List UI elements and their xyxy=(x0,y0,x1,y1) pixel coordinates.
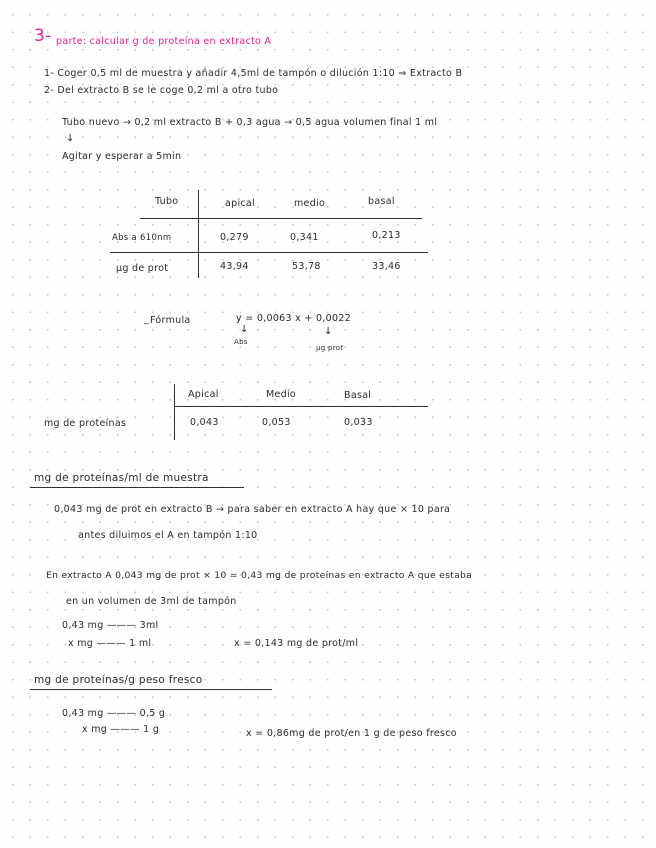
result: x = 0,86mg de prot/en 1 g de peso fresco xyxy=(246,728,457,739)
section-title: parte: calcular g de proteína en extracto A xyxy=(56,36,272,47)
tube-step: Tubo nuevo → 0,2 ml extracto B + 0,3 agua → 0,5 agua volumen final 1 ml xyxy=(62,117,438,128)
heading-underline xyxy=(30,487,244,488)
text-line: antes diluimos el A en tampón 1:10 xyxy=(78,530,258,541)
table-divider-horizontal xyxy=(174,406,428,407)
table-cell: 0,043 xyxy=(190,417,219,428)
rule-of-three: x mg ——— 1 ml xyxy=(68,638,152,649)
wait-step: Agitar y esperar a 5min xyxy=(62,151,182,162)
table-cell: 0,279 xyxy=(220,232,249,243)
table-header: basal xyxy=(368,196,395,207)
formula-equation: y = 0,0063 x + 0,0022 xyxy=(236,313,352,324)
formula-label: Fórmula xyxy=(150,315,191,326)
table-divider-horizontal xyxy=(110,252,428,253)
table-cell: 0,053 xyxy=(262,417,291,428)
row-label: µg de prot xyxy=(116,263,169,274)
text-line: en un volumen de 3ml de tampón xyxy=(66,596,237,607)
rule-of-three: 0,43 mg ——— 3ml xyxy=(62,620,159,631)
table-cell: 0,033 xyxy=(344,417,373,428)
table-cell: 0,213 xyxy=(372,230,401,241)
rule-of-three: x mg ——— 1 g xyxy=(82,724,160,735)
down-arrow-icon: ↓ xyxy=(240,324,249,335)
table-header: Medio xyxy=(266,389,297,400)
down-arrow-icon: ↓ xyxy=(324,326,333,337)
table-header: Basal xyxy=(344,390,372,401)
step-1: 1- Coger 0,5 ml de muestra y añadir 4,5ml de tampón o dilución 1:10 ⇒ Extracto B xyxy=(44,68,463,79)
table-header: Apical xyxy=(188,389,219,400)
table-cell: 43,94 xyxy=(220,261,249,272)
table-divider-vertical xyxy=(174,384,175,440)
row-label: mg de proteínas xyxy=(44,418,127,429)
table-header: apical xyxy=(225,198,255,209)
row-label: Abs a 610nm xyxy=(112,233,172,243)
down-arrow-icon: ↓ xyxy=(66,133,75,144)
section-heading: mg de proteínas/ml de muestra xyxy=(34,472,209,484)
step-2: 2- Del extracto B se le coge 0,2 ml a otro tubo xyxy=(44,85,279,96)
formula-x-label: µg prot xyxy=(316,344,344,352)
formula-dash: _ xyxy=(144,314,150,325)
text-line: En extracto A 0,043 mg de prot × 10 = 0,43 mg de proteínas en extracto A que estaba xyxy=(46,570,473,581)
text-line: 0,043 mg de prot en extracto B → para saber en extracto A hay que × 10 para xyxy=(54,504,451,515)
table-header: medio xyxy=(294,198,326,209)
table-divider-vertical xyxy=(198,190,199,278)
rule-of-three: 0,43 mg ——— 0,5 g xyxy=(62,708,166,719)
table-cell: 33,46 xyxy=(372,261,401,272)
heading-underline xyxy=(30,689,272,690)
table-header: Tubo xyxy=(155,196,179,207)
formula-y-label: Abs xyxy=(234,338,248,346)
section-number: 3- xyxy=(34,26,52,46)
result: x = 0,143 mg de prot/ml xyxy=(234,638,359,649)
section-heading: mg de proteínas/g peso fresco xyxy=(34,674,203,686)
table-cell: 0,341 xyxy=(290,232,319,243)
table-cell: 53,78 xyxy=(292,261,321,272)
table-divider-horizontal xyxy=(140,218,422,219)
